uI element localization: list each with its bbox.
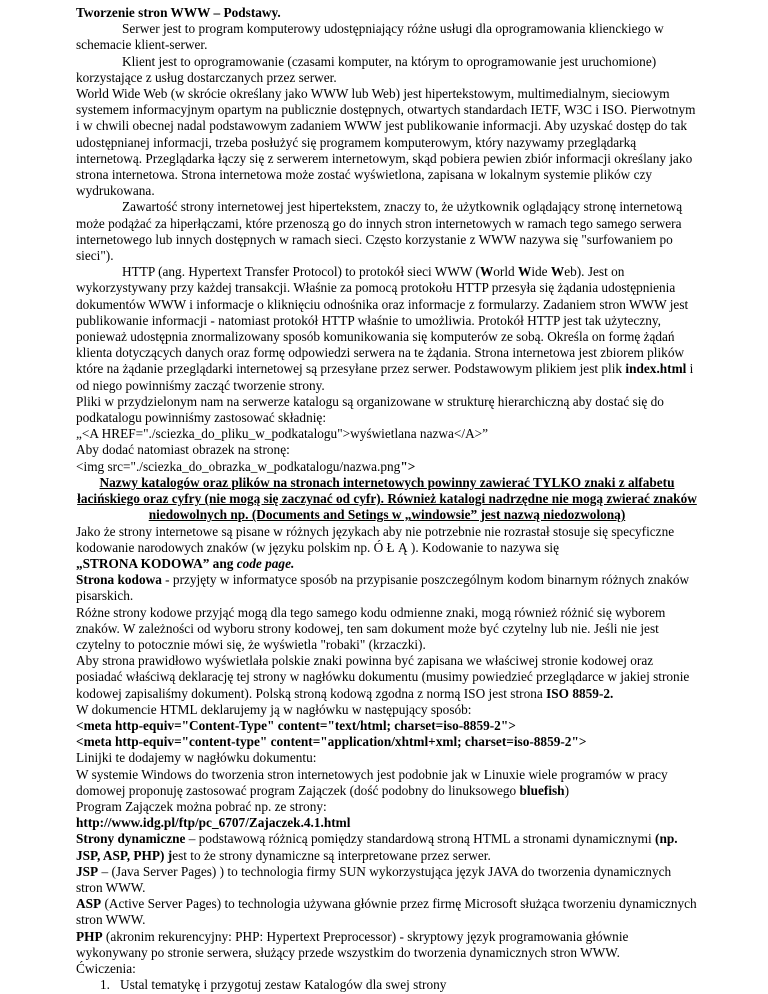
paragraph-code-page-def: Strona kodowa - przyjęty w informatyce sposób na przypisanie poszczególnym kodom binarnym różnych znaków pisarskich. (76, 572, 690, 604)
paragraph-http: HTTP (ang. Hypertext Transfer Protocol) to protokół sieci WWW (World Wide Web). Jest on wykorzystywany przy każdej transakcji. Właśnie za pomocą protokołu HTTP przesyła się żądania udostępnienia dokumentów WWW i informacje o kliknięciu odnośnika oraz informacje z formularzy. Zadaniem stron WWW jest publikowanie informacji - natomiast protokół HTTP właśnie to umożliwia. Protokół HTTP jest tak użyteczny, ponieważ udostępnia znormalizowany sposób komunikowania się komputerów ze sobą. Określa on formę żądań klienta dotyczących danych oraz formę odpowiedzi serwera na te żądania. Strona internetowa jest zbiorem plików które na żądanie przeglądarki internetowej są przesyłane przez serwer. Podstawowym plikiem jest plik index.html i od niego powinniśmy zacząć tworzenie strony. (76, 264, 694, 393)
meta-line-2: <meta http-equiv="content-type" content="application/xhtml+xml; charset=iso-8859-2"> (76, 734, 587, 750)
paragraph-client: Klient jest to oprogramowanie (czasami komputer, na którym to oprogramowanie jest uruchomione) korzystające z usług dostarczanych przez serwer. (76, 53, 657, 85)
index-file-name: index.html (625, 361, 687, 377)
code-page-heading: „STRONA KODOWA” ang code page. (76, 555, 295, 571)
paragraph-asp: ASP (Active Server Pages) to technologia używana głównie przez firmę Microsoft służąca tworzeniu dynamicznych stron WWW. (76, 896, 697, 928)
paragraph-image: Aby dodać natomiast obrazek na stronę: (76, 442, 290, 458)
code-link-syntax: „<A HREF="./sciezka_do_pliku_w_podkatalogu">wyświetlana nazwa</A>” (76, 426, 489, 442)
naming-warning: Nazwy katalogów oraz plików na stronach internetowych powinny zawierać TYLKO znaki z alfabetu łacińskiego oraz cyfry (nie mogą się zaczynać od cyfr). Również katalogi nadrzędne nie mogą zwierać znaków niedowolnych np. (Documents and Setings w „windowsie” jest nazwą niedozwoloną) (77, 474, 697, 523)
paragraph-encoding: Jako że strony internetowe są pisane w różnych językach aby nie potrzebnie nie rozrastał stosuje się specyficzne kodowanie narodowych znaków (w języku polskim np. Ó Ł Ą ). Kodowanie to nazywa się (76, 523, 675, 555)
paragraph-php: PHP (akronim rekurencyjny: PHP: Hypertext Preprocessor) - skryptowy język programowania głównie wykonywany po stronie serwera, służący przede wszystkim do tworzenia dynamicznych stron WWW. (76, 928, 629, 960)
paragraph-hypertext: Zawartość strony internetowej jest hipertekstem, znaczy to, że użytkownik oglądający stronę internetową może podążać za hiperłączami, które przenoszą go do innych stron internetowych w ramach tego samego serwera internetowego lub innych dostępnych w ramach sieci. Często korzystanie z WWW nazywa się "surfowaniem po sieci"). (76, 199, 683, 264)
paragraph-www: World Wide Web (w skrócie określany jako WWW lub Web) jest hipertekstowym, multimedialnym, sieciowym systemem informacyjnym opartym na publicznie dostępnych, otwartych standardach IETF, W3C i ISO. Pierwotnym i w chwili obecnej nadal podstawowym zadaniem WWW jest publikowanie informacji. Aby uzyskać dostęp do tak udostępnianej informacji, trzeba posłużyć się programem komputerowym, który nazywamy przeglądarką internetową. Przeglądarka łączy się z serwerem internetowym, skąd pobiera pewien zbiór informacji określany jako strona internetowa. Strona internetowa może zostać wyświetlona, zapisana w lokalnym systemie plików czy wydrukowana. (76, 86, 696, 199)
code-img-syntax: <img src="./sciezka_do_obrazka_w_podkatalogu/nazwa.png"> (76, 458, 416, 474)
paragraph-dynamic: Strony dynamiczne – podstawową różnicą pomiędzy standardową stroną HTML a stronami dynamicznymi (np. JSP, ASP, PHP) jest to że strony dynamiczne są interpretowane przez serwer. (76, 831, 678, 863)
download-url: http://www.idg.pl/ftp/pc_6707/Zajaczek.4.1.html (76, 815, 351, 831)
document-title: Tworzenie stron WWW – Podstawy. (76, 5, 281, 20)
paragraph-directories: Pliki w przydzielonym nam na serwerze katalogu są organizowane w strukturę hierarchiczną aby dostać się do podkatalogu powinniśmy zastosować składnię: (76, 393, 664, 426)
paragraph-windows: W systemie Windows do tworzenia stron internetowych jest podobnie jak w Linuxie wiele programów w pracy domowej proponuję zastosować program Zajączek (dość podobny do linuksowego bluefish) (76, 766, 668, 798)
paragraph-jsp: JSP – (Java Server Pages) ) to technologia firmy SUN wykorzystująca język JAVA do tworzenia dynamicznych stron WWW. (76, 863, 672, 895)
paragraph-download: Program Zajączek można pobrać np. ze strony: (76, 798, 327, 814)
paragraph-iso: Aby strona prawidłowo wyświetlała polskie znaki powinna być zapisana we właściwej stronie kodowej oraz posiadać właściwą deklarację tej strony w nagłówku dokumentu (musimy powiedzieć przeglądarce w jakiej stronie kodowej zapisaliśmy dokument). Polską stroną kodową zgodna z normą ISO jest strona ISO 8859-2. (76, 653, 690, 701)
paragraph-server: Serwer jest to program komputerowy udostępniający różne usługi dla oprogramowania klienckiego w schemacie klient-serwer. (76, 21, 664, 53)
paragraph-declare: W dokumencie HTML deklarujemy ją w nagłówku w następujący sposób: (76, 701, 472, 717)
document-page (76, 5, 698, 993)
exercises-heading: Ćwiczenia: (76, 960, 136, 976)
paragraph-lines: Linijki te dodajemy w nagłówku dokumentu: (76, 750, 317, 766)
paragraph-code-page-diff: Różne strony kodowe przyjąć mogą dla tego samego kodu odmienne znaki, mogą również różnić się wyborem znaków. W zależności od wyboru strony kodowej, ten sam dokument może być czytelny lub nie. Jeśli nie jest czytelny to potocznie mówi się, że wyświetla "robaki" (krzaczki). (76, 604, 666, 652)
meta-line-1: <meta http-equiv="Content-Type" content="text/html; charset=iso-8859-2"> (76, 717, 516, 733)
list-item: 1. Ustal tematykę i przygotuj zestaw Katalogów dla swej strony (100, 977, 447, 993)
